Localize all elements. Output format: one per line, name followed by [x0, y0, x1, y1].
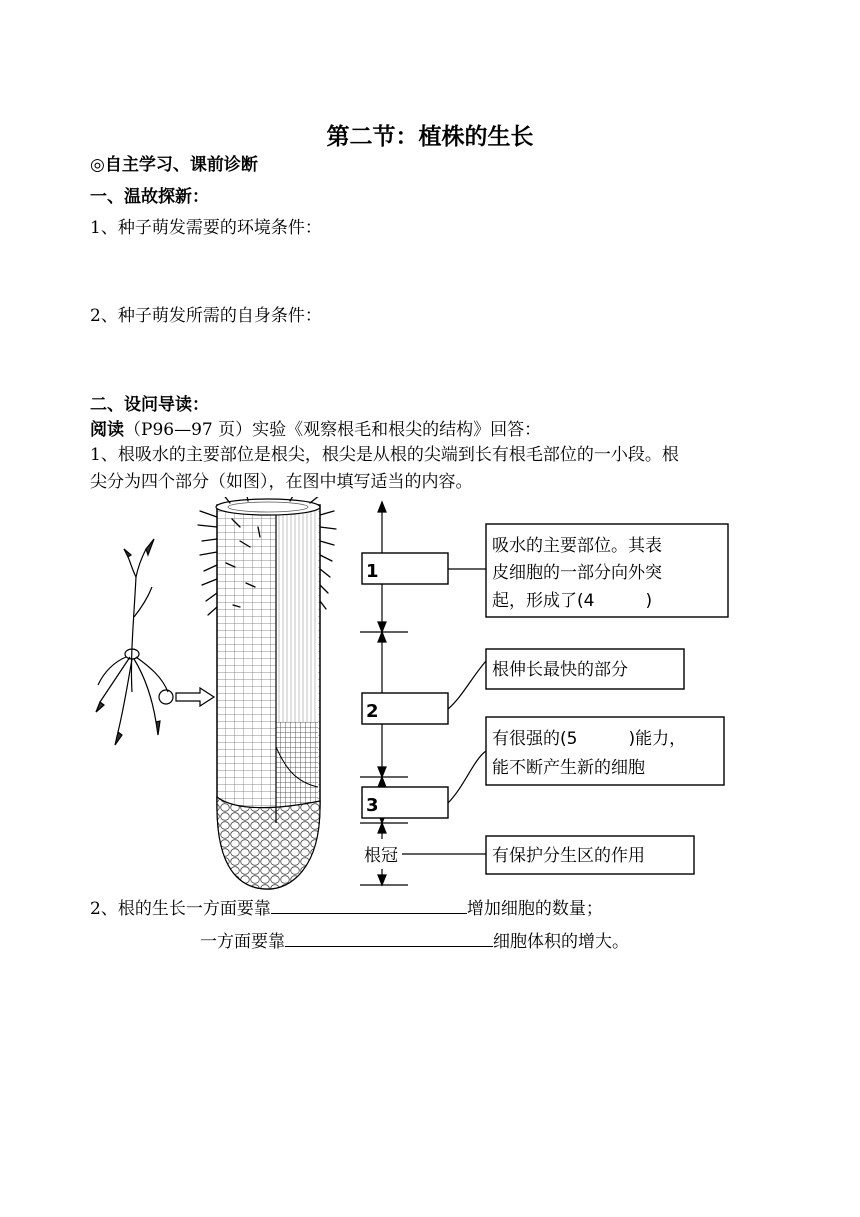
svg-text:根伸长最快的部分: 根伸长最快的部分 — [492, 660, 628, 680]
answer-blank-2[interactable] — [285, 928, 493, 947]
seedling-sketch — [96, 539, 214, 745]
read-text: （P96—97 页）实验《观察根毛和根尖的结构》回答： — [124, 420, 542, 440]
svg-text:3: 3 — [366, 795, 379, 816]
q2-suffix-1: 增加细胞的数量； — [466, 899, 603, 919]
question-2-2-line2 — [200, 928, 629, 954]
answer-blank-1[interactable] — [271, 895, 467, 914]
svg-text:皮细胞的一部分向外突: 皮细胞的一部分向外突 — [492, 563, 662, 583]
q2-prefix: 2、根的生长一方面要靠 — [90, 899, 271, 919]
root-tip-body — [216, 499, 320, 889]
region-label-3 — [362, 787, 448, 818]
question-2-1-line2: 尖分为四个部分（如图），在图中填写适当的内容。 — [90, 472, 473, 492]
description-box-3 — [486, 717, 724, 785]
svg-text:起，形成了(4 ): 起，形成了(4 ) — [492, 591, 653, 611]
svg-text:2: 2 — [366, 701, 379, 722]
self-study-heading: ◎自主学习、课前诊断 — [90, 155, 258, 175]
question-2-2-line1 — [90, 895, 603, 921]
question-1-1: 1、种子萌发需要的环境条件： — [90, 218, 322, 238]
description-box-4 — [486, 836, 694, 874]
page-title: 第二节：植株的生长 — [326, 124, 534, 150]
root-tip-diagram — [90, 497, 730, 897]
part2-heading: 二、设问导读： — [90, 395, 209, 415]
svg-text:能不断产生新的细胞: 能不断产生新的细胞 — [492, 758, 645, 778]
question-1-2: 2、种子萌发所需的自身条件： — [90, 306, 322, 326]
svg-text:吸水的主要部位。其表: 吸水的主要部位。其表 — [492, 536, 662, 556]
svg-text:根冠: 根冠 — [364, 846, 398, 866]
description-box-1 — [486, 524, 728, 617]
region-label-2 — [362, 693, 448, 724]
svg-text:有保护分生区的作用: 有保护分生区的作用 — [492, 846, 645, 866]
read-label: 阅读 — [90, 420, 124, 440]
reading-instruction — [90, 418, 541, 442]
question-2-1-line1: 1、根吸水的主要部位是根尖，根尖是从根的尖端到长有根毛部位的一小段。根 — [90, 445, 679, 465]
q2-prefix-2: 一方面要靠 — [200, 932, 285, 952]
region-label-root-cap — [362, 839, 402, 869]
region-label-1 — [362, 553, 448, 584]
part1-heading: 一、温故探新： — [90, 187, 209, 207]
q2-suffix-2: 细胞体积的增大。 — [493, 932, 629, 952]
svg-text:有很强的(5 )能力，: 有很强的(5 )能力， — [492, 729, 687, 749]
description-box-2 — [486, 649, 684, 689]
svg-text:1: 1 — [366, 561, 379, 582]
